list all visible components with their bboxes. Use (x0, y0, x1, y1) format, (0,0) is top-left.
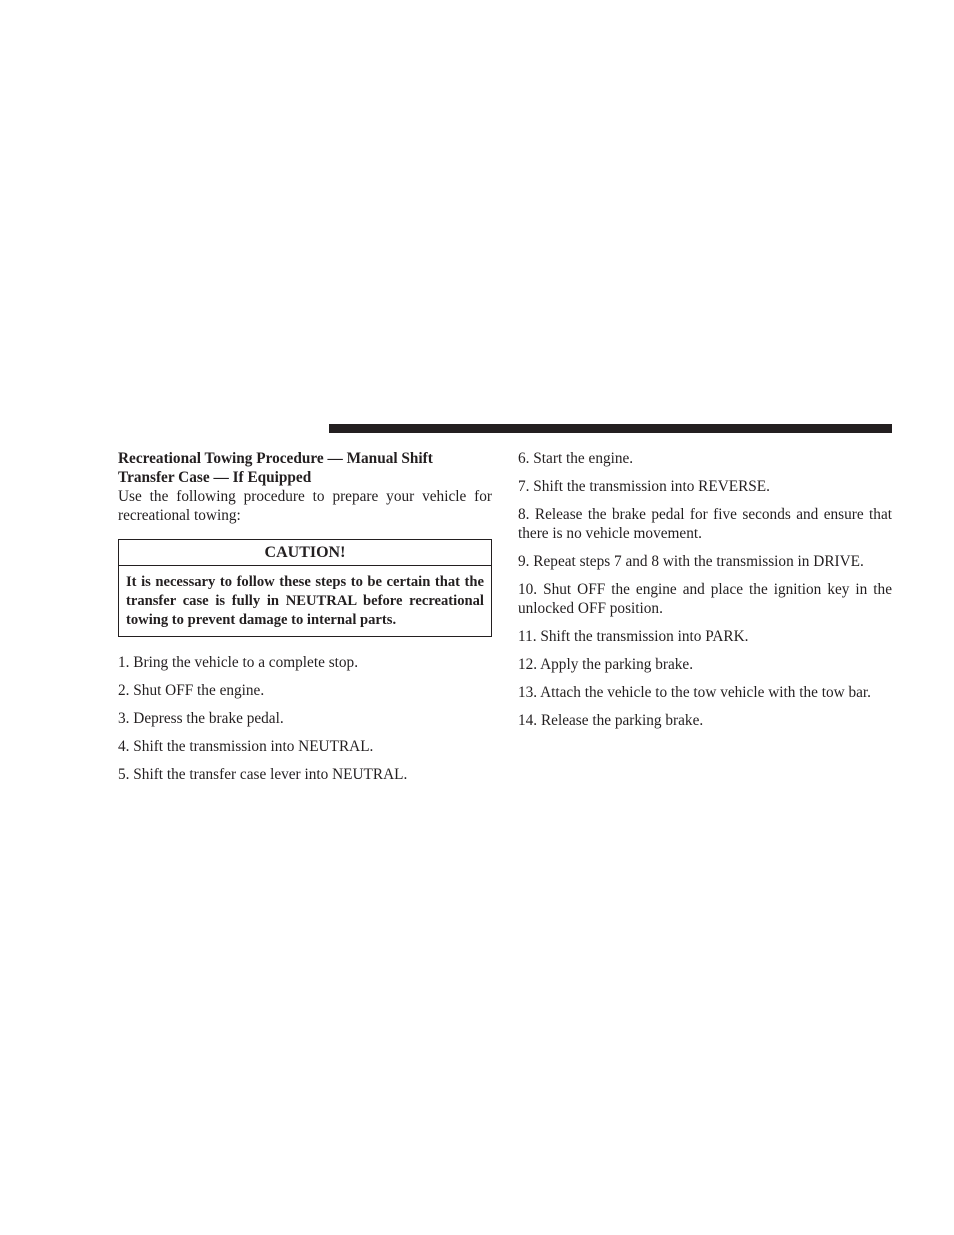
step-item: 5. Shift the transfer case lever into NEUTRAL. (118, 766, 408, 783)
section-header-rule (329, 424, 892, 433)
caution-box (118, 539, 492, 637)
step-item: 8. Release the brake pedal for five seconds and ensure that there is no vehicle movement. (518, 506, 892, 542)
step-item: 13. Attach the vehicle to the tow vehicle with the tow bar. (518, 684, 872, 701)
step-item: 3. Depress the brake pedal. (118, 710, 284, 727)
section-heading: Recreational Towing Procedure — Manual Shift Transfer Case — If Equipped (118, 450, 433, 486)
step-item: 6. Start the engine. (518, 450, 634, 467)
step-item: 14. Release the parking brake. (518, 712, 704, 729)
left-column (118, 449, 492, 793)
step-item: 1. Bring the vehicle to a complete stop. (118, 654, 359, 671)
intro-paragraph: Use the following procedure to prepare your vehicle for recreational towing: (118, 488, 492, 524)
step-item: 4. Shift the transmission into NEUTRAL. (118, 738, 374, 755)
step-item: 7. Shift the transmission into REVERSE. (518, 478, 770, 495)
step-item: 10. Shut OFF the engine and place the ignition key in the unlocked OFF position. (518, 581, 892, 617)
right-column (518, 449, 892, 739)
step-item: 12. Apply the parking brake. (518, 656, 694, 673)
step-item: 9. Repeat steps 7 and 8 with the transmission in DRIVE. (518, 553, 864, 570)
step-item: 2. Shut OFF the engine. (118, 682, 265, 699)
caution-body: It is necessary to follow these steps to be certain that the transfer case is fully in NEUTRAL before recreational towing to prevent damage to internal parts. (126, 574, 484, 628)
caution-title: CAUTION! (119, 540, 491, 566)
step-item: 11. Shift the transmission into PARK. (518, 628, 749, 645)
